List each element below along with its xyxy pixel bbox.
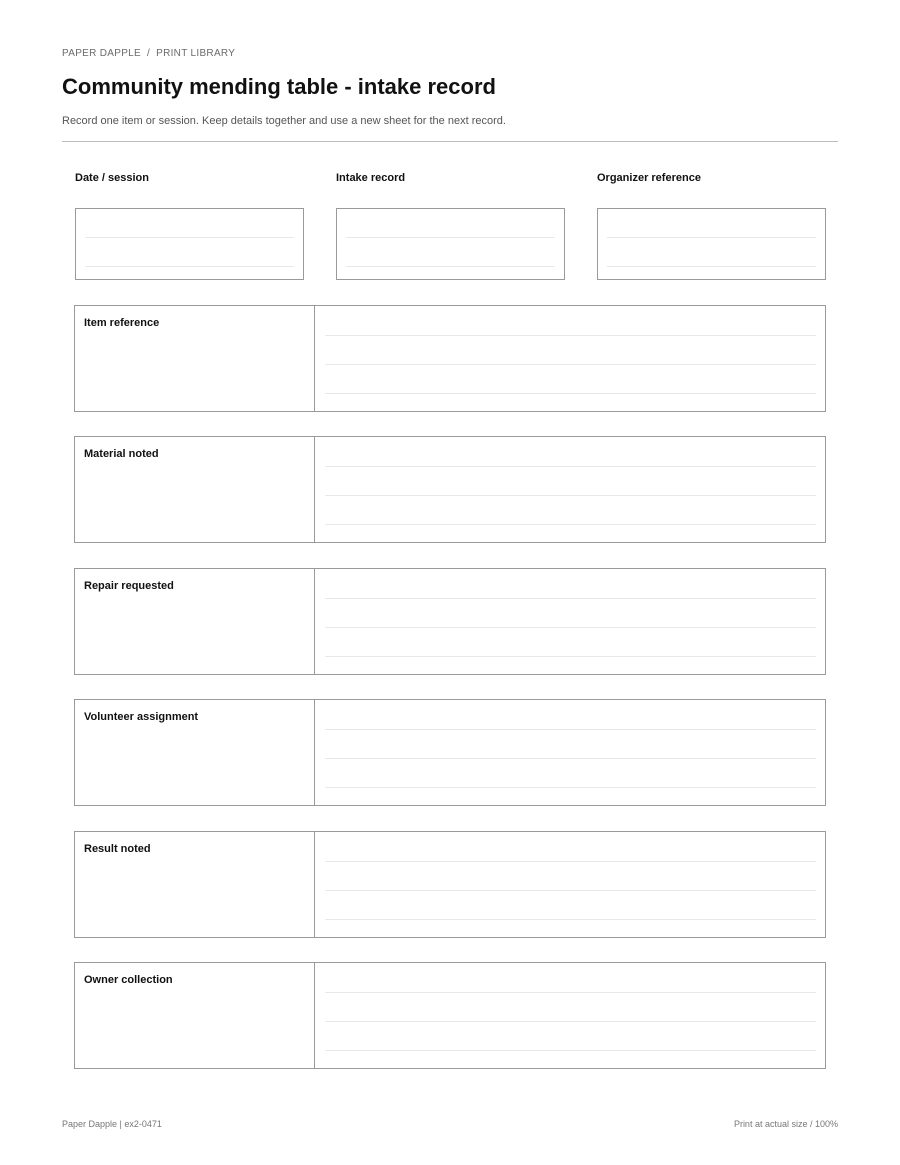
writing-line: [85, 266, 294, 267]
writing-line: [325, 758, 816, 759]
writing-line: [325, 598, 816, 599]
writing-line: [325, 466, 816, 467]
section-material-noted: [74, 436, 826, 543]
writing-line: [325, 787, 816, 788]
date-session-label: Date / session: [75, 172, 149, 184]
repair-requested-write-area[interactable]: [316, 569, 825, 674]
writing-line: [85, 237, 294, 238]
organizer-reference-label: Organizer reference: [597, 172, 701, 184]
section-item-reference: [74, 305, 826, 412]
section-label: Material noted: [84, 448, 159, 460]
page-title: Community mending table - intake record: [62, 74, 496, 99]
date-session-field: [75, 172, 304, 184]
section-label: Result noted: [84, 843, 151, 855]
footer-document-id: Paper Dapple | ex2-0471: [62, 1119, 162, 1129]
breadcrumb-separator: /: [147, 48, 151, 59]
writing-line: [607, 266, 816, 267]
writing-line: [607, 237, 816, 238]
item-reference-write-area[interactable]: [316, 306, 825, 411]
header-divider: [62, 141, 838, 142]
writing-line: [325, 335, 816, 336]
section-label: Repair requested: [84, 580, 174, 592]
writing-line: [325, 364, 816, 365]
section-volunteer-assignment: [74, 699, 826, 806]
writing-line: [325, 729, 816, 730]
writing-line: [325, 1021, 816, 1022]
writing-line: [325, 890, 816, 891]
intake-record-field: [336, 172, 565, 184]
section-owner-collection: [74, 962, 826, 1069]
section-label: Item reference: [84, 317, 160, 329]
organizer-reference-field: [597, 172, 826, 184]
section-label: Owner collection: [84, 974, 173, 986]
breadcrumb-item-brand: PAPER DAPPLE: [62, 48, 142, 59]
intake-record-label: Intake record: [336, 172, 406, 184]
footer-print-note: Print at actual size / 100%: [733, 1119, 838, 1129]
page-subtitle: Record one item or session. Keep details together and use a new sheet for the next record.: [62, 115, 506, 127]
material-noted-write-area[interactable]: [316, 437, 825, 542]
intake-record-box[interactable]: [336, 208, 565, 280]
breadcrumb-item-library: PRINT LIBRARY: [156, 48, 236, 59]
writing-line: [325, 919, 816, 920]
writing-line: [325, 524, 816, 525]
writing-line: [346, 266, 555, 267]
section-label: Volunteer assignment: [84, 711, 199, 723]
writing-line: [346, 237, 555, 238]
section-repair-requested: [74, 568, 826, 675]
section-result-noted: [74, 831, 826, 938]
writing-line: [325, 992, 816, 993]
writing-line: [325, 861, 816, 862]
breadcrumb: [62, 48, 235, 59]
organizer-reference-box[interactable]: [597, 208, 826, 280]
owner-collection-write-area[interactable]: [316, 963, 825, 1068]
volunteer-assignment-write-area[interactable]: [316, 700, 825, 805]
writing-line: [325, 627, 816, 628]
writing-line: [325, 393, 816, 394]
date-session-box[interactable]: [75, 208, 304, 280]
result-noted-write-area[interactable]: [316, 832, 825, 937]
writing-line: [325, 1050, 816, 1051]
writing-line: [325, 656, 816, 657]
writing-line: [325, 495, 816, 496]
